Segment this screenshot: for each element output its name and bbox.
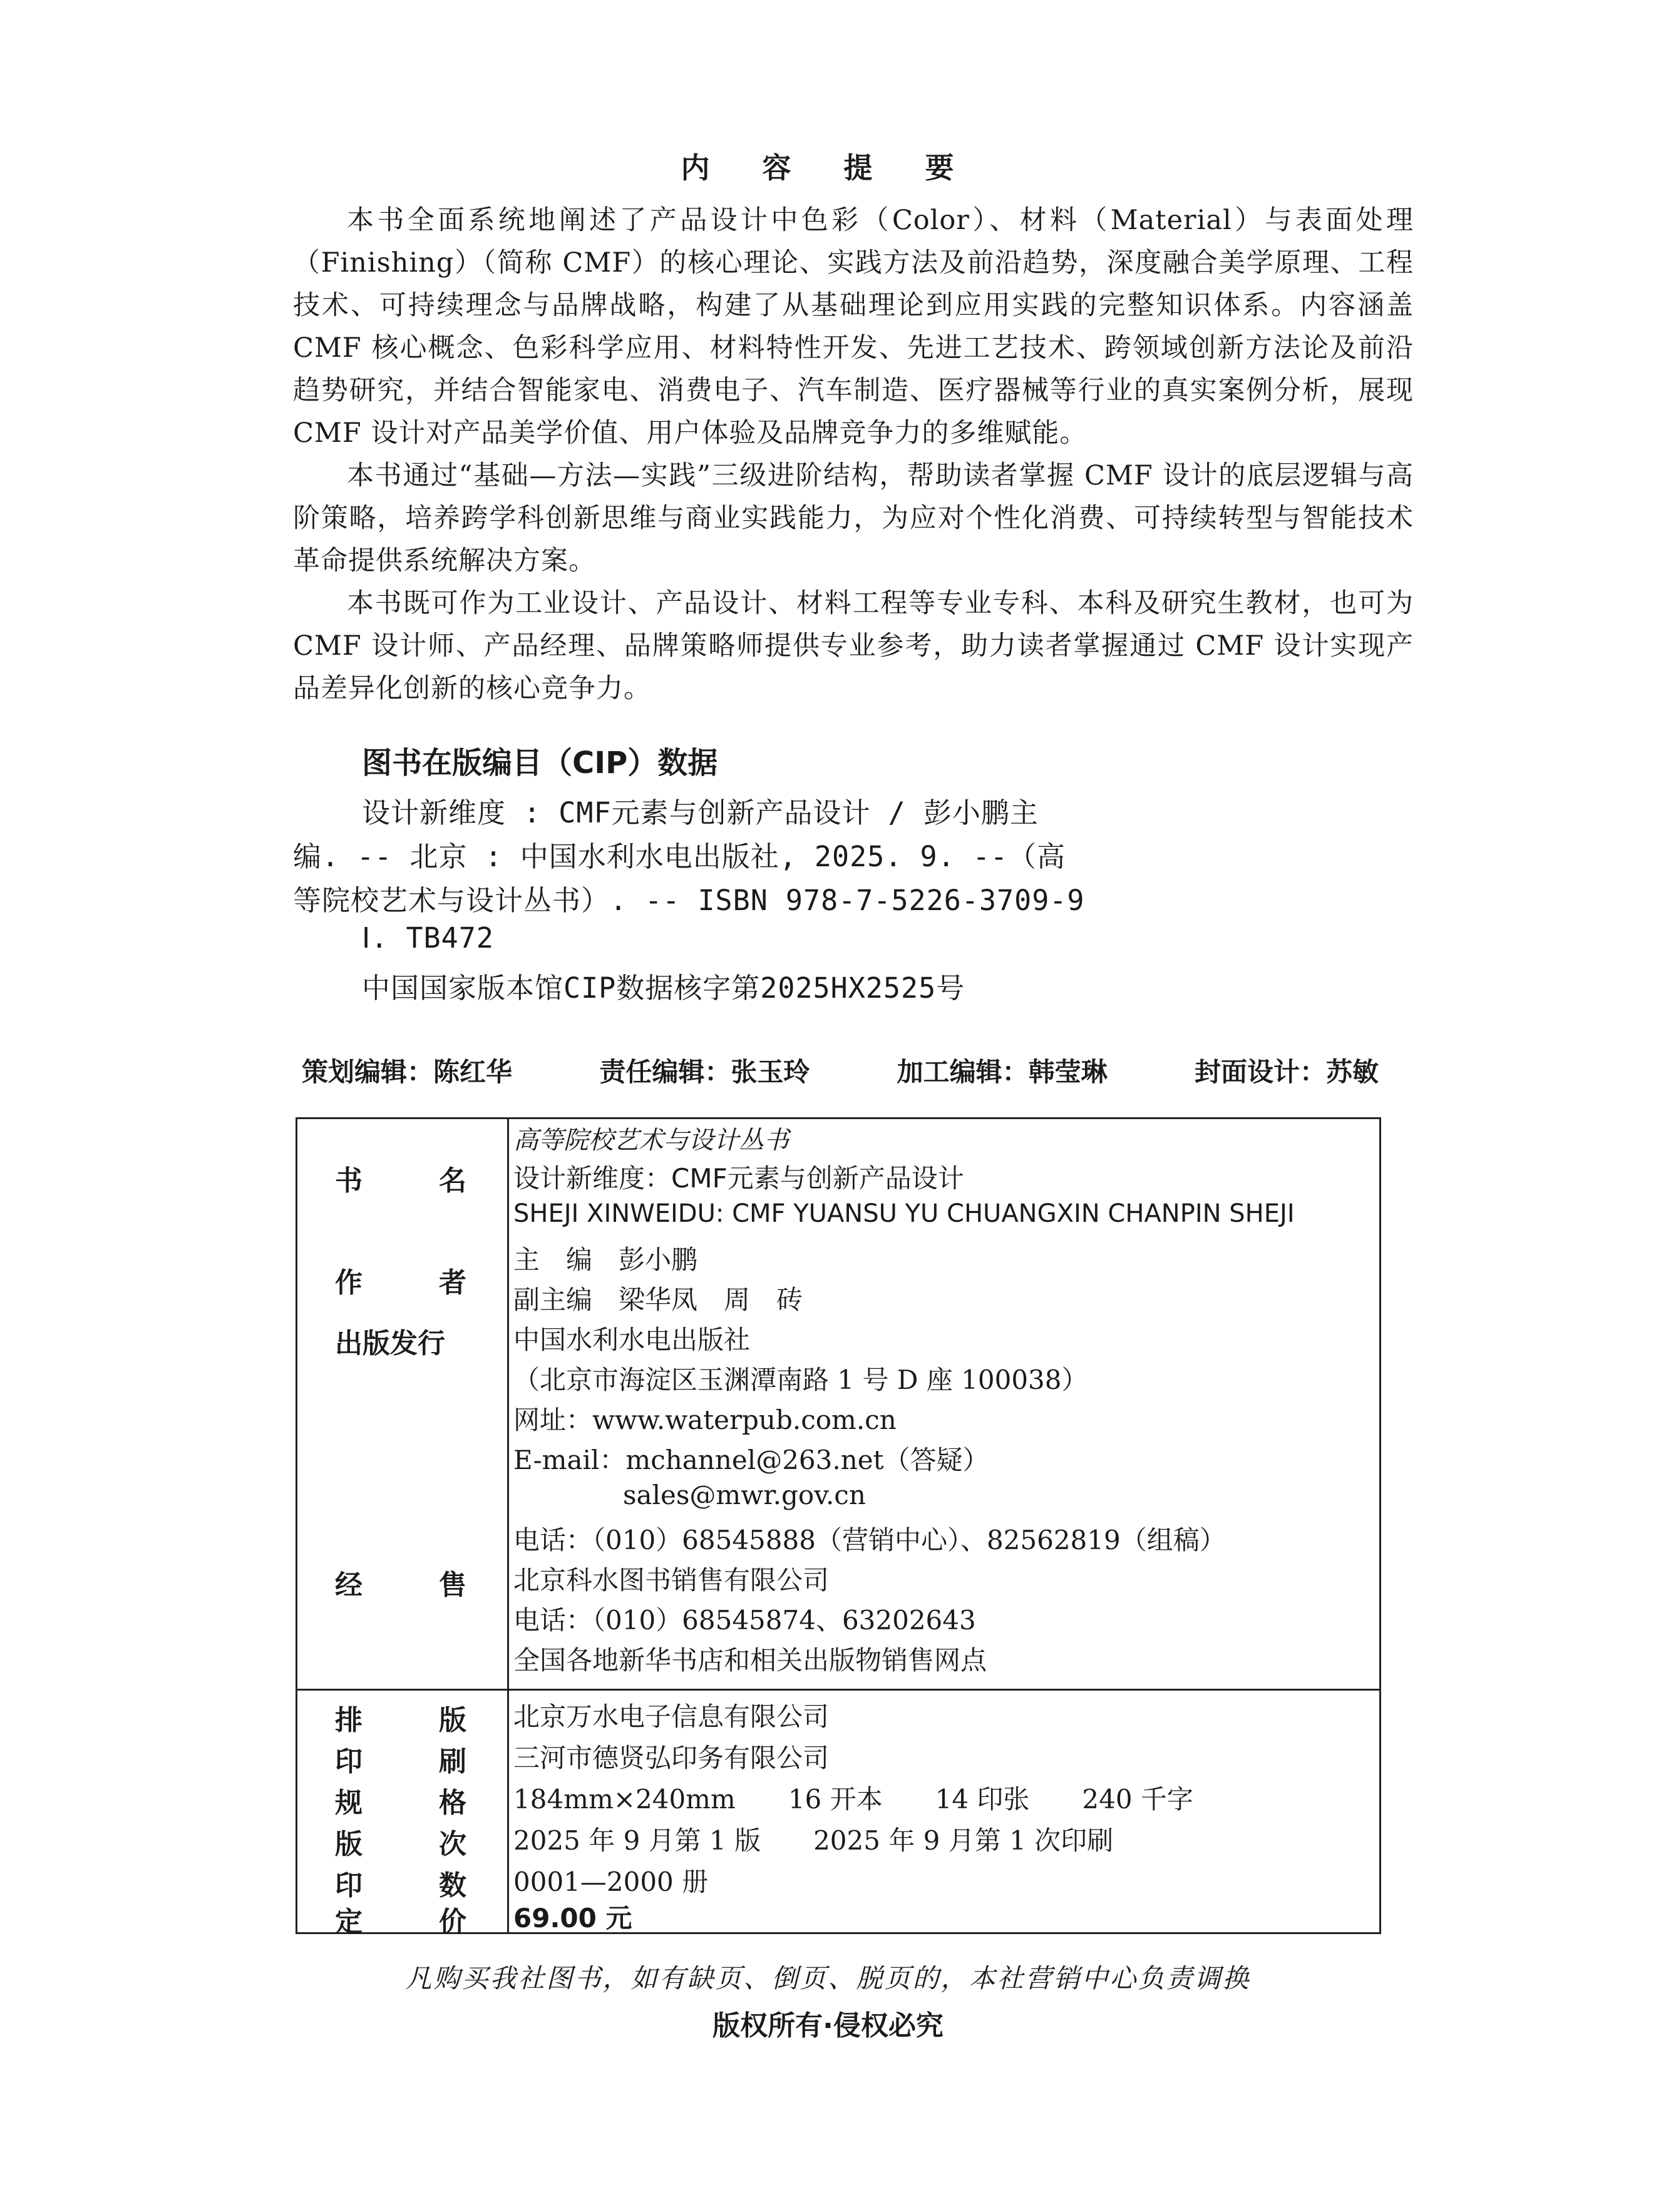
label-price: 定 价 bbox=[335, 1906, 466, 1938]
publisher-name: 中国水利水电出版社 bbox=[513, 1324, 751, 1355]
sales-network: 全国各地新华书店和相关出版物销售网点 bbox=[513, 1645, 987, 1676]
cip-line: 编. -- 北京 : 中国水利水电出版社, 2025. 9. --（高 bbox=[293, 840, 1066, 873]
publisher-website: 网址：www.waterpub.com.cn bbox=[513, 1405, 897, 1435]
book-title: 设计新维度：CMF元素与创新产品设计 bbox=[513, 1163, 964, 1194]
label-printing: 印 刷 bbox=[335, 1746, 466, 1778]
book-title-pinyin: SHEJI XINWEIDU: CMF YUANSU YU CHUANGXIN CHANPIN SHEJI bbox=[513, 1199, 1295, 1228]
print-run: 0001—2000 册 bbox=[513, 1866, 709, 1897]
abstract-body bbox=[293, 199, 1414, 710]
deputy-editors: 副主编 梁华凤 周 砖 bbox=[513, 1284, 803, 1315]
cover-designer: 封面设计：苏敏 bbox=[1194, 1057, 1379, 1087]
price: 69.00 元 bbox=[513, 1903, 632, 1933]
typesetting-company: 北京万水电子信息有限公司 bbox=[513, 1701, 830, 1732]
label-specs: 规 格 bbox=[335, 1787, 466, 1819]
publisher-email-sales: sales@mwr.gov.cn bbox=[623, 1480, 866, 1510]
cip-title: 图书在版编目（CIP）数据 bbox=[362, 745, 718, 781]
processing-editor: 加工编辑：韩莹琳 bbox=[897, 1057, 1108, 1087]
publisher-email: E-mail：mchannel@263.net（答疑） bbox=[513, 1445, 989, 1475]
label-author: 作 者 bbox=[335, 1267, 466, 1299]
label-book-name: 书 名 bbox=[335, 1165, 466, 1197]
label-sales: 经 售 bbox=[335, 1569, 466, 1601]
publisher-phone: 电话：（010）68545888（营销中心）、82562819（组稿） bbox=[513, 1525, 1226, 1555]
publisher-address: （北京市海淀区玉渊潭南路 1 号 D 座 100038） bbox=[513, 1365, 1088, 1395]
book-specs: 184mm×240mm 16 开本 14 印张 240 千字 bbox=[513, 1784, 1193, 1815]
label-publisher: 出版发行 bbox=[335, 1328, 445, 1359]
sales-phone: 电话：（010）68545874、63202643 bbox=[513, 1605, 976, 1636]
abstract-title: 内 容 提 要 bbox=[681, 151, 975, 185]
replacement-notice: 凡购买我社图书，如有缺页、倒页、脱页的，本社营销中心负责调换 bbox=[405, 1963, 1251, 1994]
planning-editor: 策划编辑：陈红华 bbox=[302, 1057, 513, 1087]
sales-company: 北京科水图书销售有限公司 bbox=[513, 1565, 830, 1595]
label-edition: 版 次 bbox=[335, 1828, 466, 1860]
responsible-editor: 责任编辑：张玉玲 bbox=[599, 1057, 810, 1087]
table-divider-horizontal bbox=[297, 1689, 1379, 1691]
abstract-paragraph: 本书既可作为工业设计、产品设计、材料工程等专业专科、本科及研究生教材，也可为 CMF 设计师、产品经理、品牌策略师提供专业参考，助力读者掌握通过 CMF 设计实现产品差异化创新的核心竞争力。 bbox=[293, 588, 1414, 704]
cip-line: 等院校艺术与设计丛书）. -- ISBN 978-7-5226-3709-9 bbox=[293, 884, 1085, 917]
printing-company: 三河市德贤弘印务有限公司 bbox=[513, 1743, 830, 1773]
abstract-paragraph: 本书通过“基础—方法—实践”三级进阶结构，帮助读者掌握 CMF 设计的底层逻辑与高阶策略，培养跨学科创新思维与商业实践能力，为应对个性化消费、可持续转型与智能技术革命提供系统解决方案。 bbox=[293, 460, 1414, 576]
editors-line bbox=[302, 1052, 1379, 1089]
cip-line: 中国国家版本馆CIP数据核字第2025HX2525号 bbox=[362, 971, 965, 1005]
cip-line: Ⅰ. TB472 bbox=[362, 921, 494, 955]
chief-editor: 主 编 彭小鹏 bbox=[513, 1244, 698, 1275]
label-print-run: 印 数 bbox=[335, 1870, 466, 1902]
table-divider-vertical bbox=[507, 1119, 509, 1932]
abstract-paragraph: 本书全面系统地阐述了产品设计中色彩（Color）、材料（Material）与表面处理（Finishing）（简称 CMF）的核心理论、实践方法及前沿趋势，深度融合美学原理、工程技术、可持续理念与品牌战略，构建了从基础理论到应用实践的完整知识体系。内容涵盖 CMF 核心概念、色彩科学应用、材料特性开发、先进工艺技术、跨领域创新方法论及前沿趋势研究，并结合智能家电、消费电子、汽车制造、医疗器械等行业的真实案例分析，展现 CMF 设计对产品美学价值、用户体验及品牌竞争力的多维赋能。 bbox=[293, 205, 1414, 449]
copyright-notice: 版权所有·侵权必究 bbox=[712, 2010, 944, 2042]
label-typesetting: 排 版 bbox=[335, 1704, 466, 1736]
series-name: 高等院校艺术与设计丛书 bbox=[513, 1126, 789, 1155]
edition-info: 2025 年 9 月第 1 版 2025 年 9 月第 1 次印刷 bbox=[513, 1825, 1114, 1856]
publication-info-table bbox=[296, 1117, 1381, 1938]
cip-line: 设计新维度 : CMF元素与创新产品设计 / 彭小鹏主 bbox=[362, 796, 1039, 829]
